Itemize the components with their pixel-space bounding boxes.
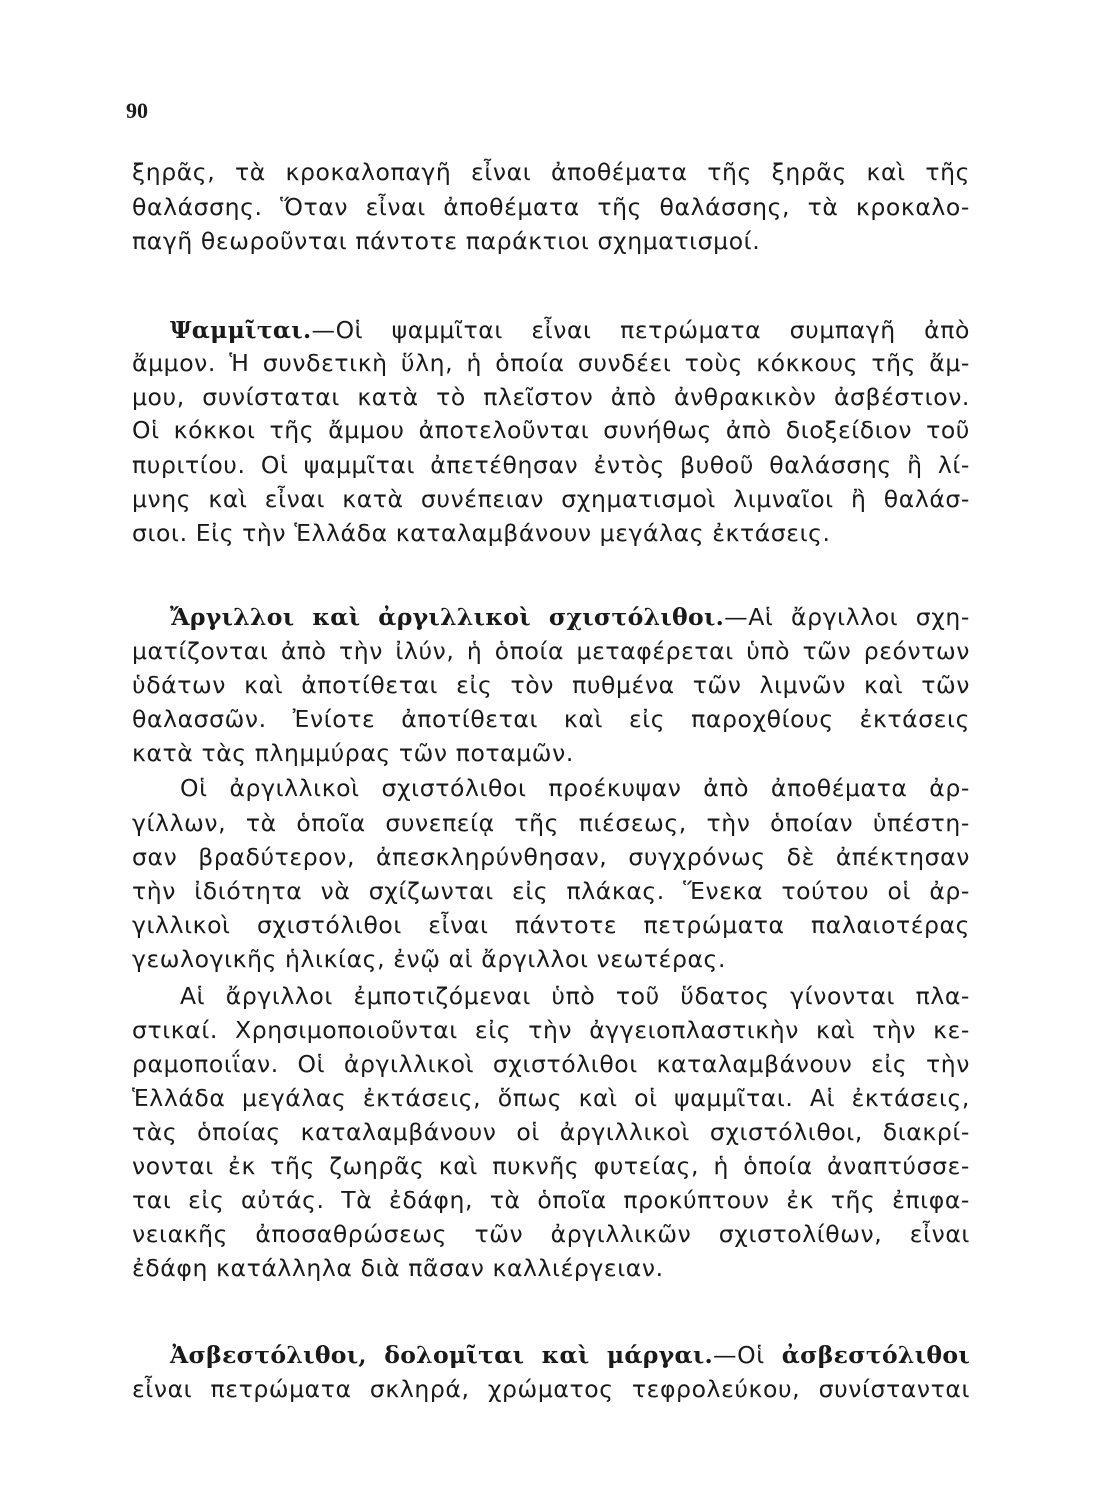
text-line: πυριτίου. Οἱ ψαμμῖται ἀπετέθησαν ἐντὸς βυθοῦ θαλάσσης ἢ λί- xyxy=(132,451,970,479)
text-line xyxy=(170,602,970,632)
text-line: γιλλικοὶ σχιστόλιθοι εἶναι πάντοτε πετρώματα παλαιοτέρας xyxy=(132,911,970,939)
text-line: ξηρᾶς, τὰ κροκαλοπαγῆ εἶναι ἀποθέματα τῆς ξηρᾶς καὶ τῆς xyxy=(132,158,970,186)
section-heading: Ψαμμῖται. xyxy=(170,316,312,344)
text-line: ὑδάτων καὶ ἀποτίθεται εἰς τὸν πυθμένα τῶν λιμνῶν καὶ τῶν xyxy=(132,671,970,699)
text-line: εἶναι πετρώματα σκληρά, χρώματος τεφρολεύκου, συνίστανται xyxy=(132,1375,970,1403)
text-line: Ἑλλάδα μεγάλας ἐκτάσεις, ὅπως καὶ οἱ ψαμμῖται. Αἱ ἐκτάσεις, xyxy=(132,1084,970,1112)
text-line: θαλασσῶν. Ἐνίοτε ἀποτίθεται καὶ εἰς παροχθίους ἐκτάσεις xyxy=(132,705,970,733)
text-line: θαλάσσης. Ὅταν εἶναι ἀποθέματα τῆς θαλάσσης, τὰ κροκαλο- xyxy=(132,193,970,221)
text-line: νειακῆς ἀποσαθρώσεως τῶν ἀργιλλικῶν σχιστολίθων, εἶναι xyxy=(132,1220,970,1248)
page-number: 90 xyxy=(126,98,148,123)
section-heading: Ἀσβεστόλιθοι, δολομῖται καὶ μάργαι. xyxy=(170,1341,714,1369)
text-line: ἄμμον. Ἡ συνδετικὴ ὕλη, ἡ ὁποία συνδέει τοὺς κόκκους τῆς ἄμ- xyxy=(132,349,970,377)
text-line: ραμοποιΐαν. Οἱ ἀργιλλικοὶ σχιστόλιθοι καταλαμβάνουν εἰς τὴν xyxy=(132,1050,970,1078)
section-text: —Οἱ ψαμμῖται εἶναι πετρώματα συμπαγῆ ἀπὸ xyxy=(311,316,970,344)
text-line: Οἱ κόκκοι τῆς ἄμμου ἀποτελοῦνται συνήθως ἀπὸ διοξείδιον τοῦ xyxy=(132,416,970,444)
section-text: —Αἱ ἄργιλλοι σχη- xyxy=(724,603,970,631)
text-line: γίλλων, τὰ ὁποῖα συνεπείᾳ τῆς πιέσεως, τὴν ὁποίαν ὑπέστη- xyxy=(132,809,970,837)
text-line xyxy=(170,315,970,345)
text-line: Αἱ ἄργιλλοι ἐμποτιζόμεναι ὑπὸ τοῦ ὕδατος γίνονται πλα- xyxy=(180,982,970,1010)
text-line: μου, συνίσταται κατὰ τὸ πλεῖστον ἀπὸ ἀνθρακικὸν ἀσβέστιον. xyxy=(132,383,970,411)
text-line: σαν βραδύτερον, ἀπεσκληρύνθησαν, συγχρόνως δὲ ἀπέκτησαν xyxy=(132,843,970,871)
text-line: ματίζονται ἀπὸ τὴν ἰλύν, ἡ ὁποία μεταφέρεται ὑπὸ τῶν ρεόντων xyxy=(132,637,970,665)
text-line: μνης καὶ εἶναι κατὰ συνέπειαν σχηματισμοὶ λιμναῖοι ἢ θαλάσ- xyxy=(132,485,970,513)
text-line: ἐδάφη κατάλληλα διὰ πᾶσαν καλλιέργειαν. xyxy=(132,1254,664,1282)
text-line: τὴν ἰδιότητα νὰ σχίζωνται εἰς πλάκας. Ἕνεκα τούτου οἱ ἀρ- xyxy=(132,877,970,905)
text-line: Οἱ ἀργιλλικοὶ σχιστόλιθοι προέκυψαν ἀπὸ ἀποθέματα ἀρ- xyxy=(180,774,970,802)
text-line xyxy=(170,1340,970,1370)
text-line: κατὰ τὰς πλημμύρας τῶν ποταμῶν. xyxy=(132,739,574,767)
text-line: στικαί. Χρησιμοποιοῦνται εἰς τὴν ἀγγειοπλαστικὴν καὶ τὴν κε- xyxy=(132,1016,970,1044)
section-text: —Οἱ xyxy=(713,1341,782,1369)
text-line: νονται ἐκ τῆς ζωηρᾶς καὶ πυκνῆς φυτείας, ἡ ὁποία ἀναπτύσσε- xyxy=(132,1152,970,1180)
text-line: σιοι. Εἰς τὴν Ἑλλάδα καταλαμβάνουν μεγάλας ἐκτάσεις. xyxy=(132,519,831,547)
text-line: τὰς ὁποίας καταλαμβάνουν οἱ ἀργιλλικοὶ σχιστόλιθοι, διακρί- xyxy=(132,1118,970,1146)
text-line: γεωλογικῆς ἡλικίας, ἐνῷ αἱ ἄργιλλοι νεωτέρας. xyxy=(132,945,727,973)
text-line: παγῆ θεωροῦνται πάντοτε παράκτιοι σχηματισμοί. xyxy=(132,227,761,255)
section-heading: Ἄργιλλοι καὶ ἀργιλλικοὶ σχιστόλιθοι. xyxy=(170,603,725,631)
text-line: ται εἰς αὐτάς. Τὰ ἐδάφη, τὰ ὁποῖα προκύπτουν ἐκ τῆς ἐπιφα- xyxy=(132,1186,970,1214)
emphasis-term: ἀσβεστόλιθοι xyxy=(781,1341,970,1369)
